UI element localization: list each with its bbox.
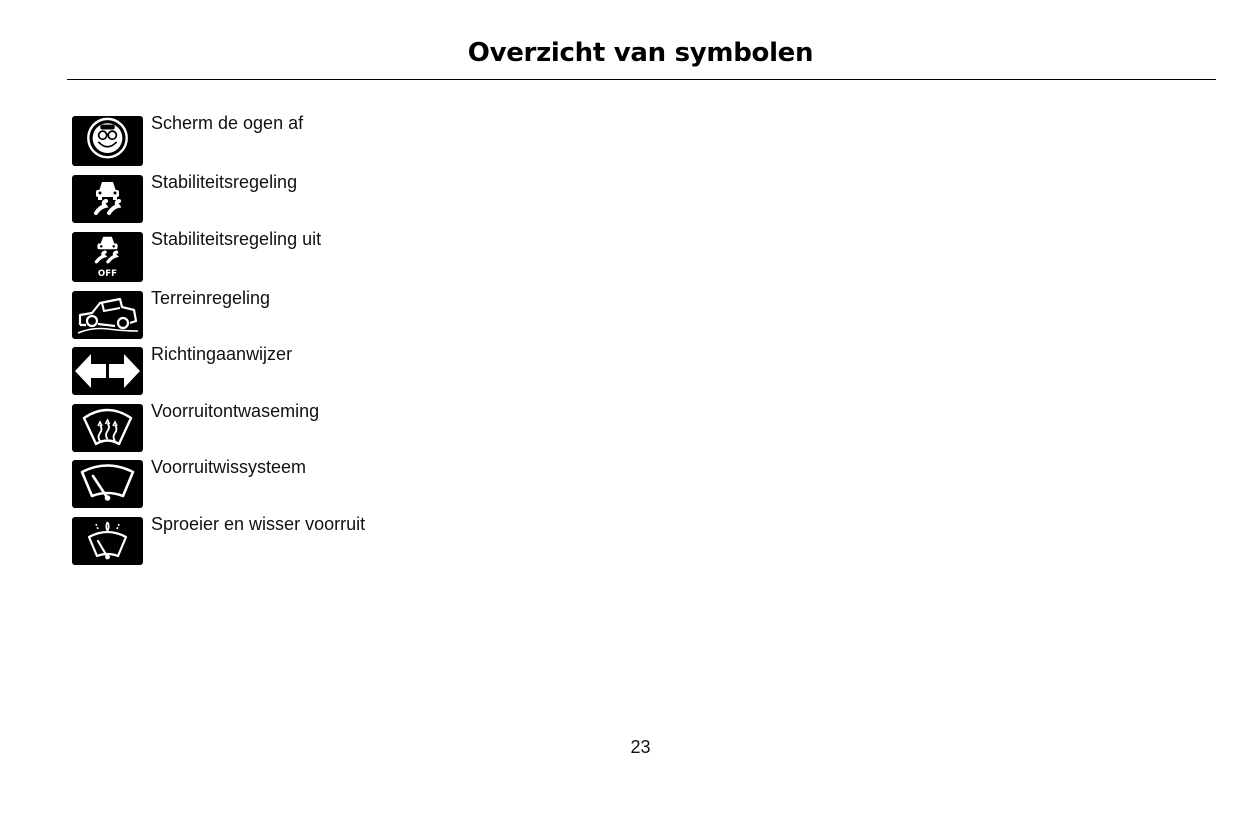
stability-control-off-icon [72,232,143,280]
symbol-label: Scherm de ogen af [151,113,304,133]
icon-box [72,460,143,508]
symbol-label: Stabiliteitsregeling uit [151,229,322,249]
symbol-label: Voorruitontwaseming [151,401,320,421]
symbol-row-stability-control [72,172,672,227]
symbol-row-windshield-defrost [72,401,672,456]
direction-indicator-icon [72,347,143,395]
icon-box [72,404,143,452]
icon-box [72,232,143,282]
eye-protection-icon [72,116,143,164]
symbol-row-windshield-washer-wiper [72,514,672,569]
icon-box [72,517,143,565]
windshield-washer-wiper-icon [72,517,143,565]
page-title: Overzicht van symbolen [467,38,814,68]
icon-box [72,347,143,395]
windshield-wiper-icon [72,460,143,508]
symbol-row-eye-protection [72,113,672,168]
symbol-row-terrain-management [72,288,672,343]
icon-box [72,175,143,223]
stability-control-icon [72,175,143,223]
symbol-label: Terreinregeling [151,288,271,308]
symbol-label: Sproeier en wisser voorruit [151,514,366,534]
windshield-defrost-icon [72,404,143,452]
terrain-management-icon [72,291,143,339]
icon-box [72,291,143,339]
symbol-label: Richtingaanwijzer [151,344,293,364]
symbol-row-windshield-wiper [72,457,672,512]
page-number: 23 [630,737,651,757]
off-indicator-text: OFF [97,269,118,280]
symbol-row-direction-indicator [72,344,672,399]
symbol-label: Stabiliteitsregeling [151,172,298,192]
symbol-row-stability-control-off [72,229,672,284]
icon-box [72,116,143,166]
symbol-label: Voorruitwissysteem [151,457,307,477]
symbol-list [72,0,672,600]
